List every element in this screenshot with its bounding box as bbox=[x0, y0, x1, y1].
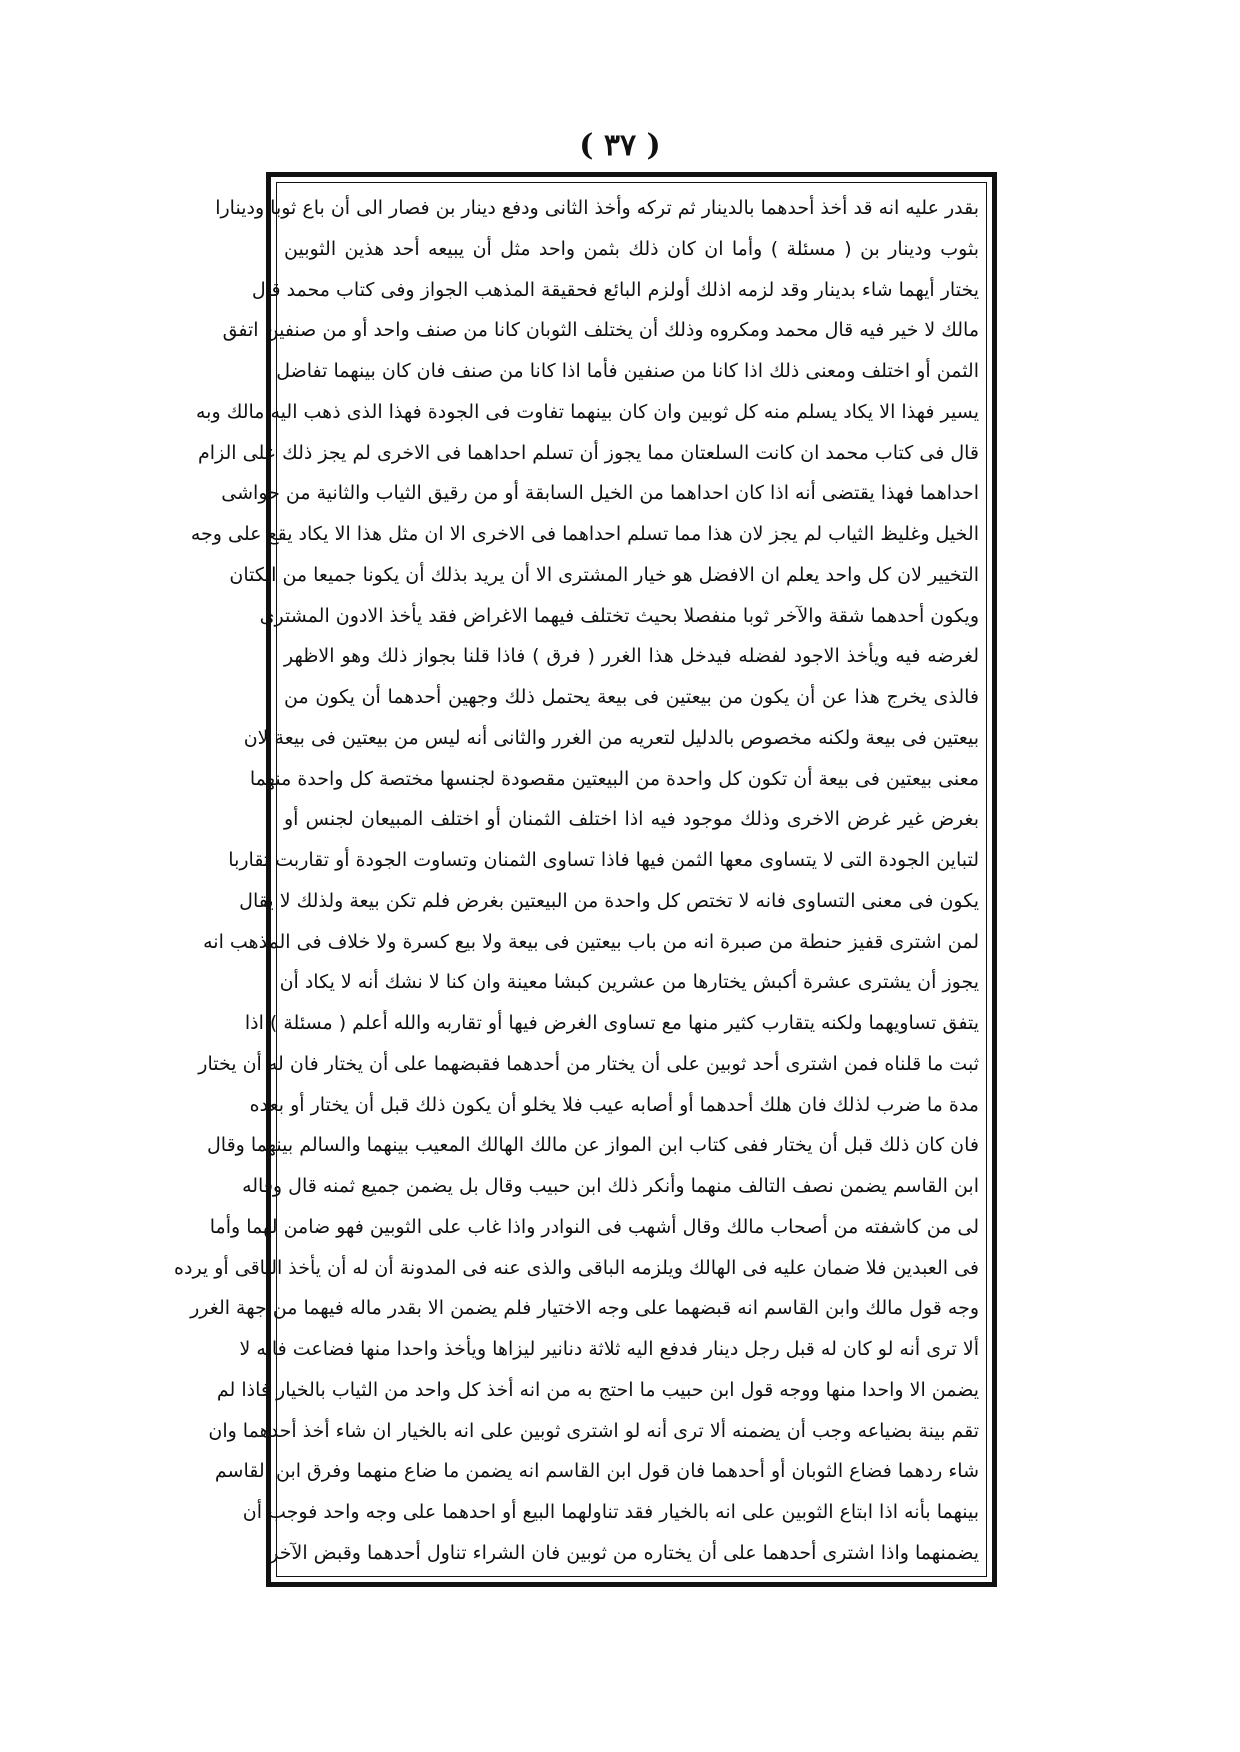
text-line: بيعتين فى بيعة ولكنه مخصوص بالدليل لتعريه من الغرر والثانى أنه ليس من بيعتين فى بيعة لان bbox=[243, 726, 979, 749]
text-line: وجه قول مالك وابن القاسم انه قبضهما على وجه الاختيار فلم يضمن الا بقدر ماله فيهما من جهة الغرر bbox=[190, 1297, 979, 1320]
text-line: يجوز أن يشترى عشرة أكبش يختارها من عشرين كبشا معينة وان كنا لا نشك أنه لا يكاد أن bbox=[279, 971, 979, 994]
text-line: الثمن أو اختلف ومعنى ذلك اذا كانا من صنفين فأما اذا كانا من صنف فان كان بينهما تفاضل bbox=[276, 360, 979, 382]
text-line: لى من كاشفته من أصحاب مالك وقال أشهب فى النوادر واذا غاب على الثوبين فهو ضامن لهما وأما bbox=[209, 1215, 979, 1238]
text-line: لمن اشترى قفيز حنطة من صبرة انه من باب بيعتين فى بيعة ولا بيع كسرة ولا خلاف فى المذهب انه bbox=[203, 930, 979, 953]
text-line: معنى بيعتين فى بيعة أن تكون كل واحدة من البيعتين مقصودة لجنسها مختصة كل واحدة منهما bbox=[249, 767, 979, 790]
text-line: ويكون أحدهما شقة والآخر ثوبا منفصلا بحيث تختلف فيهما الاغراض فقد يأخذ الادون المشترى bbox=[259, 604, 979, 627]
text-line: يختار أيهما شاء بدينار وقد لزمه اذلك أولزم البائع فحقيقة المذهب الجواز وفى كتاب محمد قال bbox=[251, 278, 979, 301]
text-line: فالذى يخرج هذا عن أن يكون من بيعتين فى بيعة يحتمل ذلك وجهين أحدهما أن يكون من bbox=[284, 686, 979, 708]
text-line: لغرضه فيه ويأخذ الاجود لفضله فيدخل هذا الغرر ( فرق ) فاذا قلنا بجواز ذلك وهو الاظهر bbox=[284, 645, 979, 668]
page-number: ( ٣٧ ) bbox=[579, 128, 661, 163]
text-line: يضمنهما واذا اشترى أحدهما على أن يختاره من ثوبين فان الشراء تناول أحدهما وقبض الآخر bbox=[269, 1541, 979, 1564]
text-line: بغرض غير غرض الاخرى وذلك موجود فيه اذا اختلف الثمنان أو اختلف المبيعان لجنس أو bbox=[284, 808, 979, 831]
text-line: مدة ما ضرب لذلك فان هلك أحدهما أو أصابه عيب فلا يخلو أن يكون ذلك قبل أن يختار أو بعده bbox=[249, 1093, 979, 1116]
text-line: يتفق تساويهما ولكنه يتقارب كثير منها مع تساوى الغرض فيها أو تقاربه والله أعلم ( مسئلة ) اذا bbox=[244, 1012, 979, 1034]
text-line: قال فى كتاب محمد ان كانت السلعتان مما يجوز أن تسلم احداهما فى الاخرى لم يجز ذلك على الزام bbox=[197, 441, 979, 464]
text-line: بقدر عليه انه قد أخذ أحدهما بالدينار ثم تركه وأخذ الثانى ودفع دينار بن فصار الى أن باع ثوبا ودينارا bbox=[215, 197, 979, 219]
text-line: يسير فهذا الا يكاد يسلم منه كل ثوبين وان كان بينهما تفاوت فى الجودة فهذا الذى ذهب اليه مالك وبه bbox=[196, 400, 979, 423]
text-line: احداهما فهذا يقتضى أنه اذا كان احداهما من الخيل السابقة أو من رقيق الثياب والثانية من حواشى bbox=[221, 482, 979, 505]
text-line: ابن القاسم يضمن نصف التالف منهما وأنكر ذلك ابن حبيب وقال بل يضمن جميع ثمنه قال وقاله bbox=[242, 1175, 979, 1197]
text-line: تقم بينة بضياعه وجب أن يضمنه ألا ترى أنه لو اشترى ثوبين على انه بالخيار ان شاء أخذ أحدهما وان bbox=[208, 1419, 979, 1442]
text-line: لتباين الجودة التى لا يتساوى معها الثمن فيها فاذا تساوى الثمنان وتساوت الجودة أو تقاربت تقاربا bbox=[228, 849, 979, 871]
text-line: فى العبدين فلا ضمان عليه فى الهالك ويلزمه الباقى والذى عنه فى المدونة أن له أن يأخذ الباقى أو يرده bbox=[174, 1256, 979, 1279]
text-line: بثوب ودينار بن ( مسئلة ) وأما ان كان ذلك بثمن واحد مثل أن يبيعه أحد هذين الثوبين bbox=[284, 237, 979, 260]
text-line: التخيير لان كل واحد يعلم ان الافضل هو خيار المشترى الا أن يريد بذلك أن يكونا جميعا من الكتان bbox=[229, 563, 979, 586]
text-line: يضمن الا واحدا منها ووجه قول ابن حبيب ما احتج به من انه أخذ كل واحد من الثياب بالخيار فاذا لم bbox=[216, 1378, 979, 1401]
text-body bbox=[174, 188, 979, 1573]
text-line: شاء ردهما فضاع الثوبان أو أحدهما فان قول ابن القاسم انه يضمن ما ضاع منهما وفرق ابن القاسم bbox=[214, 1460, 979, 1483]
text-line: ثبت ما قلناه فمن اشترى أحد ثوبين على أن يختار من أحدهما فقبضهما على أن يختار فان له أن يختار bbox=[198, 1052, 979, 1075]
text-line: الخيل وغليظ الثياب لم يجز لان هذا مما تسلم احداهما فى الاخرى الا ان مثل هذا الا يكاد يقع على وجه bbox=[190, 523, 979, 545]
text-line: يكون فى معنى التساوى فانه لا تختص كل واحدة من البيعتين بغرض فلم تكن بيعة ولذلك لا يقال bbox=[239, 889, 979, 912]
text-line: بينهما بأنه اذا ابتاع الثوبين على انه بالخيار فقد تناولهما البيع أو احدهما على وجه واحد فوجب أن bbox=[242, 1501, 979, 1523]
text-line: مالك لا خير فيه قال محمد ومكروه وذلك أن يختلف الثوبان كانا من صنف واحد أو من صنفين اتفق bbox=[222, 319, 979, 342]
text-line: ألا ترى أنه لو كان له قبل رجل دينار فدفع اليه ثلاثة دنانير ليزاها ويأخذ واحدا منها فضاعت فانه لا bbox=[239, 1338, 979, 1360]
text-line: فان كان ذلك قبل أن يختار ففى كتاب ابن المواز عن مالك الهالك المعيب بينهما والسالم بينهما وقال bbox=[206, 1134, 979, 1157]
